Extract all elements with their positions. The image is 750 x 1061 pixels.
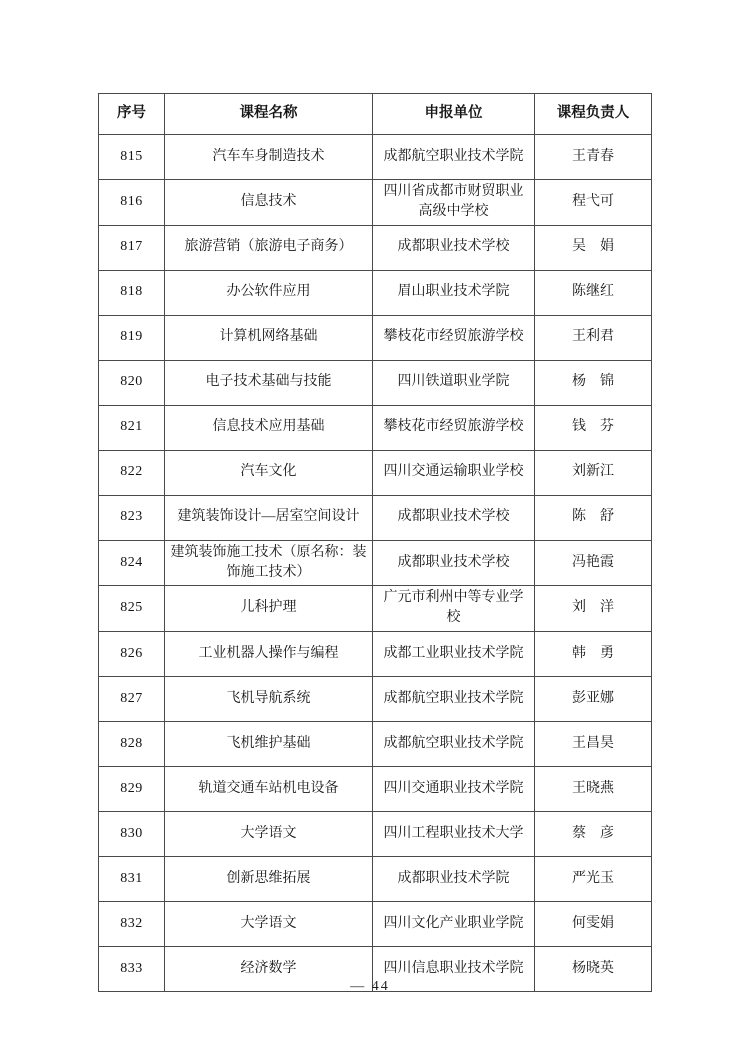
cell-leader: 韩 勇 (535, 631, 652, 676)
cell-unit: 攀枝花市经贸旅游学校 (373, 405, 535, 450)
cell-leader: 杨晓英 (535, 946, 652, 991)
cell-leader: 刘 洋 (535, 586, 652, 632)
cell-unit: 四川工程职业技术大学 (373, 811, 535, 856)
cell-unit: 成都航空职业技术学院 (373, 676, 535, 721)
cell-unit: 攀枝花市经贸旅游学校 (373, 315, 535, 360)
cell-no: 831 (99, 856, 165, 901)
table-row (99, 901, 652, 946)
cell-no: 822 (99, 450, 165, 495)
table-row (99, 135, 652, 180)
table-row (99, 676, 652, 721)
cell-leader: 杨 锦 (535, 360, 652, 405)
table-row (99, 586, 652, 632)
cell-unit: 四川铁道职业学院 (373, 360, 535, 405)
page-number: — 44 (350, 979, 390, 994)
cell-course: 信息技术应用基础 (165, 405, 373, 450)
cell-leader: 钱 芬 (535, 405, 652, 450)
table-header-row (99, 94, 652, 135)
cell-leader: 刘新江 (535, 450, 652, 495)
cell-course: 创新思维拓展 (165, 856, 373, 901)
header-course: 课程名称 (165, 94, 373, 135)
cell-no: 824 (99, 540, 165, 586)
table-row (99, 360, 652, 405)
cell-course: 计算机网络基础 (165, 315, 373, 360)
cell-unit: 成都工业职业技术学院 (373, 631, 535, 676)
cell-course: 汽车车身制造技术 (165, 135, 373, 180)
cell-unit: 四川交通职业技术学院 (373, 766, 535, 811)
cell-course: 旅游营销（旅游电子商务） (165, 225, 373, 270)
cell-no: 833 (99, 946, 165, 991)
cell-course: 飞机维护基础 (165, 721, 373, 766)
table-row (99, 405, 652, 450)
cell-no: 818 (99, 270, 165, 315)
cell-unit: 成都职业技术学校 (373, 225, 535, 270)
table-row (99, 721, 652, 766)
table-row (99, 225, 652, 270)
cell-leader: 蔡 彦 (535, 811, 652, 856)
cell-leader: 彭亚娜 (535, 676, 652, 721)
cell-no: 829 (99, 766, 165, 811)
cell-course: 经济数学 (165, 946, 373, 991)
cell-leader: 王昌昊 (535, 721, 652, 766)
cell-course: 大学语文 (165, 811, 373, 856)
table-row (99, 180, 652, 226)
cell-no: 825 (99, 586, 165, 632)
table-row (99, 856, 652, 901)
table-row (99, 766, 652, 811)
cell-unit: 广元市利州中等专业学校 (373, 586, 535, 632)
cell-leader: 王利君 (535, 315, 652, 360)
cell-unit: 成都职业技术学院 (373, 856, 535, 901)
cell-leader: 程弋可 (535, 180, 652, 226)
table-row (99, 495, 652, 540)
cell-course: 飞机导航系统 (165, 676, 373, 721)
cell-no: 816 (99, 180, 165, 226)
header-unit: 申报单位 (373, 94, 535, 135)
table-row (99, 270, 652, 315)
cell-leader: 王青春 (535, 135, 652, 180)
cell-course: 汽车文化 (165, 450, 373, 495)
cell-no: 828 (99, 721, 165, 766)
cell-leader: 冯艳霞 (535, 540, 652, 586)
cell-no: 819 (99, 315, 165, 360)
header-leader: 课程负责人 (535, 94, 652, 135)
cell-course: 儿科护理 (165, 586, 373, 632)
cell-unit: 成都航空职业技术学院 (373, 135, 535, 180)
table-row (99, 631, 652, 676)
cell-unit: 四川信息职业技术学院 (373, 946, 535, 991)
cell-no: 823 (99, 495, 165, 540)
cell-leader: 陈继红 (535, 270, 652, 315)
cell-no: 817 (99, 225, 165, 270)
cell-no: 820 (99, 360, 165, 405)
table-row (99, 540, 652, 586)
header-no: 序号 (99, 94, 165, 135)
cell-unit: 四川文化产业职业学院 (373, 901, 535, 946)
cell-unit: 四川省成都市财贸职业高级中学校 (373, 180, 535, 226)
cell-course: 办公软件应用 (165, 270, 373, 315)
cell-course: 大学语文 (165, 901, 373, 946)
cell-leader: 王晓燕 (535, 766, 652, 811)
cell-no: 826 (99, 631, 165, 676)
cell-course: 电子技术基础与技能 (165, 360, 373, 405)
cell-unit: 四川交通运输职业学校 (373, 450, 535, 495)
cell-unit: 成都职业技术学校 (373, 540, 535, 586)
cell-no: 821 (99, 405, 165, 450)
cell-no: 815 (99, 135, 165, 180)
cell-course: 工业机器人操作与编程 (165, 631, 373, 676)
table-row (99, 315, 652, 360)
cell-unit: 眉山职业技术学院 (373, 270, 535, 315)
cell-leader: 严光玉 (535, 856, 652, 901)
table-row (99, 811, 652, 856)
cell-leader: 吴 娟 (535, 225, 652, 270)
cell-leader: 何雯娟 (535, 901, 652, 946)
cell-no: 827 (99, 676, 165, 721)
cell-course: 建筑装饰施工技术（原名称：装饰施工技术） (165, 540, 373, 586)
cell-leader: 陈 舒 (535, 495, 652, 540)
cell-no: 832 (99, 901, 165, 946)
cell-course: 轨道交通车站机电设备 (165, 766, 373, 811)
course-table (98, 93, 652, 992)
cell-unit: 成都职业技术学校 (373, 495, 535, 540)
table-row (99, 450, 652, 495)
cell-no: 830 (99, 811, 165, 856)
cell-course: 信息技术 (165, 180, 373, 226)
cell-course: 建筑装饰设计—居室空间设计 (165, 495, 373, 540)
cell-unit: 成都航空职业技术学院 (373, 721, 535, 766)
